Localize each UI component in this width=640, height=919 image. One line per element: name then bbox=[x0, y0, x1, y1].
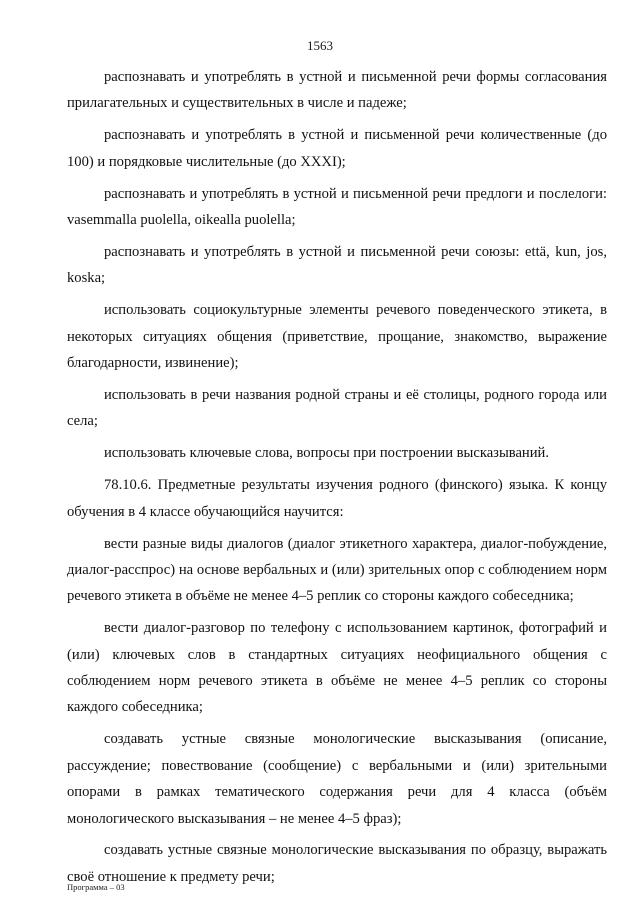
paragraph: вести разные виды диалогов (диалог этикетного характера, диалог-побуждение, диалог-расспрос) на основе вербальных и (или) зрительных опор с соблюдением норм речевого этикета в объёме не менее 4–5 реплик со стороны каждого собеседника; bbox=[67, 535, 607, 605]
footer-label: Программа – 03 bbox=[67, 882, 125, 892]
paragraph: распознавать и употреблять в устной и письменной речи формы согласования прилагательных и существительных в числе и падеже; bbox=[67, 69, 607, 112]
body-text bbox=[67, 64, 607, 890]
paragraph: распознавать и употреблять в устной и письменной речи количественные (до 100) и порядковые числительные (до XXXI); bbox=[67, 127, 607, 170]
paragraph: создавать устные связные монологические высказывания по образцу, выражать своё отношение к предмету речи; bbox=[67, 842, 607, 885]
paragraph: вести диалог-разговор по телефону с использованием картинок, фотографий и (или) ключевых слов в стандартных ситуациях неофициального общения с соблюдением норм речевого этикета в объёме не менее 4–5 реплик со стороны каждого собеседника; bbox=[67, 620, 607, 716]
section-heading-paragraph: 78.10.6. Предметные результаты изучения родного (финского) языка. К концу обучения в 4 классе обучающийся научится: bbox=[67, 477, 607, 520]
paragraph: использовать в речи названия родной страны и её столицы, родного города или села; bbox=[67, 386, 607, 430]
paragraph: создавать устные связные монологические высказывания (описание, рассуждение; повествование (сообщение) с вербальными и (или) зрительными опорами в рамках тематического содержания речи для 4 класса (объём монологического высказывания – не менее 4–5 фраз); bbox=[67, 731, 607, 827]
paragraph: распознавать и употреблять в устной и письменной речи предлоги и послелоги: vasemmalla puolella, oikealla puolella; bbox=[67, 185, 607, 229]
paragraph: использовать социокультурные элементы речевого поведенческого этикета, в некоторых ситуациях общения (приветствие, прощание, знакомство, выражение благодарности, извинение); bbox=[67, 302, 607, 372]
page-number: 1563 bbox=[307, 38, 333, 53]
paragraph: использовать ключевые слова, вопросы при построении высказываний. bbox=[104, 445, 550, 462]
paragraph: распознавать и употреблять в устной и письменной речи союзы: että, kun, jos, koska; bbox=[67, 243, 607, 287]
